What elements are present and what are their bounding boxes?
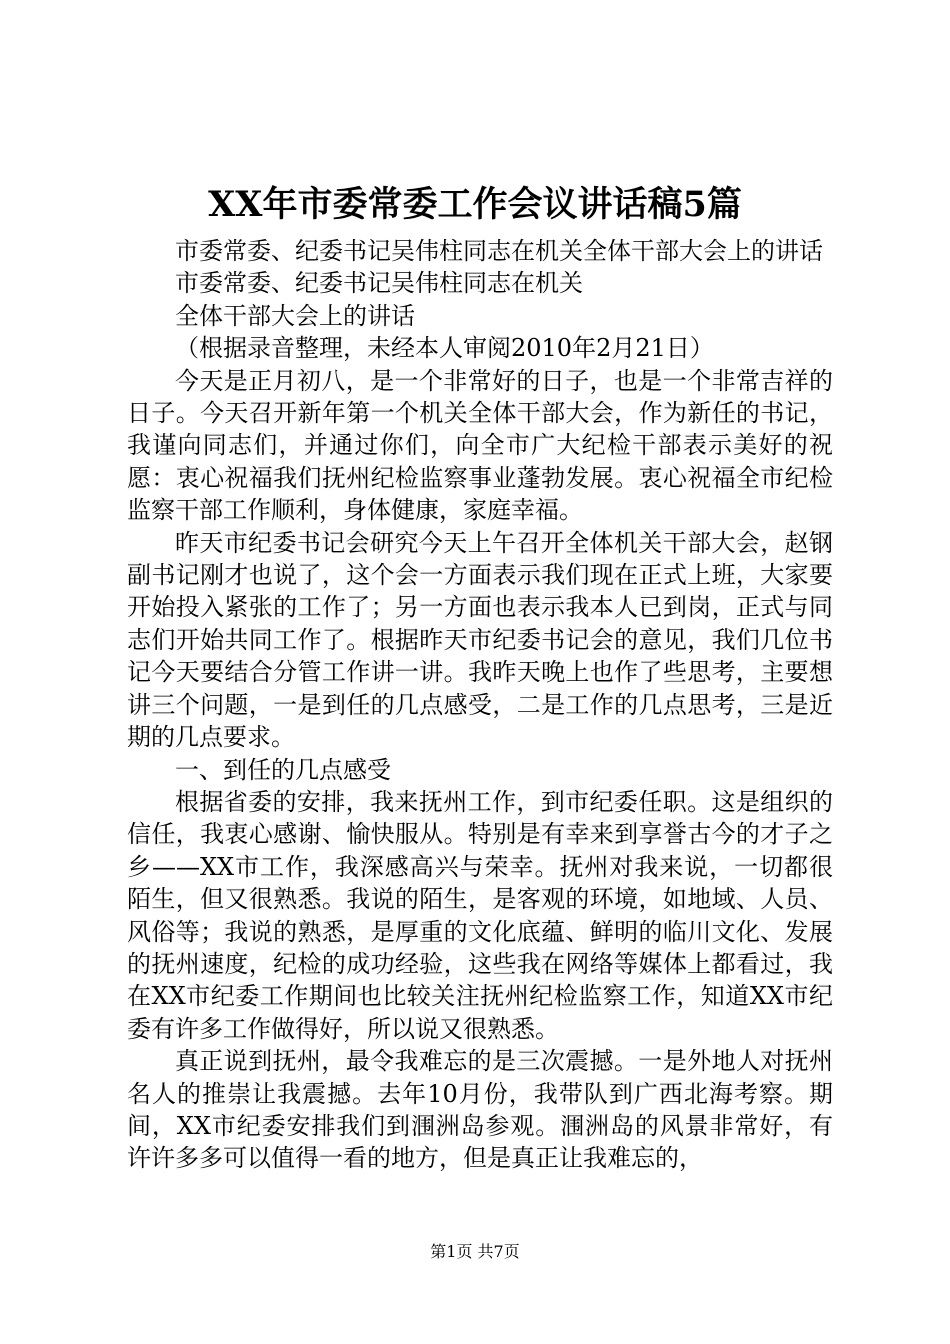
paragraph: 全体干部大会上的讲话 [175, 301, 415, 330]
section-heading: 一、到任的几点感受 [175, 755, 391, 784]
paragraph: （根据录音整理，未经本人审阅2010年2月21日） [175, 334, 714, 363]
paragraph: 真正说到抚州，最令我难忘的是三次震撼。一是外地人对抚州名人的推崇让我震撼。去年10月份，我带队到广西北海考察。期间，XX市纪委安排我们到涠洲岛参观。涠洲岛的风景非常好，有许许多多可以值得一看的地方，但是真正让我难忘的， [127, 1047, 833, 1173]
document-body [127, 235, 833, 1175]
paragraph: 市委常委、纪委书记吴伟柱同志在机关 [175, 269, 583, 298]
paragraph: 市委常委、纪委书记吴伟柱同志在机关全体干部大会上的讲话 [175, 237, 823, 265]
paragraph: 根据省委的安排，我来抚州工作，到市纪委任职。这是组织的信任，我衷心感谢、愉快服从。特别是有幸来到享誉古今的才子之乡——XX市工作，我深感高兴与荣幸。抚州对我来说，一切都很陌生，但又很熟悉。我说的陌生，是客观的环境，如地域、人员、风俗等；我说的熟悉，是厚重的文化底蕴、鲜明的临川文化、发展的抚州速度，纪检的成功经验，这些我在网络等媒体上都看过，我在XX市纪委工作期间也比较关注抚州纪检监察工作，知道XX市纪委有许多工作做得好，所以说又很熟悉。 [127, 787, 833, 1043]
document-title: XX年市委常委工作会议讲话稿5篇 [208, 184, 742, 225]
page-footer: 第1页 共7页 [430, 1242, 520, 1261]
paragraph: 今天是正月初八，是一个非常好的日子，也是一个非常吉祥的日子。今天召开新年第一个机关全体干部大会，作为新任的书记，我谨向同志们，并通过你们，向全市广大纪检干部表示美好的祝愿：衷心祝福我们抚州纪检监察事业蓬勃发展。衷心祝福全市纪检监察干部工作顺利，身体健康，家庭幸福。 [127, 366, 833, 525]
paragraph: 昨天市纪委书记会研究今天上午召开全体机关干部大会，赵钢副书记刚才也说了，这个会一方面表示我们现在正式上班，大家要开始投入紧张的工作了；另一方面也表示我本人已到岗，正式与同志们开始共同工作了。根据昨天市纪委书记会的意见，我们几位书记今天要结合分管工作讲一讲。我昨天晚上也作了些思考，主要想讲三个问题，一是到任的几点感受，二是工作的几点思考，三是近期的几点要求。 [127, 528, 833, 752]
